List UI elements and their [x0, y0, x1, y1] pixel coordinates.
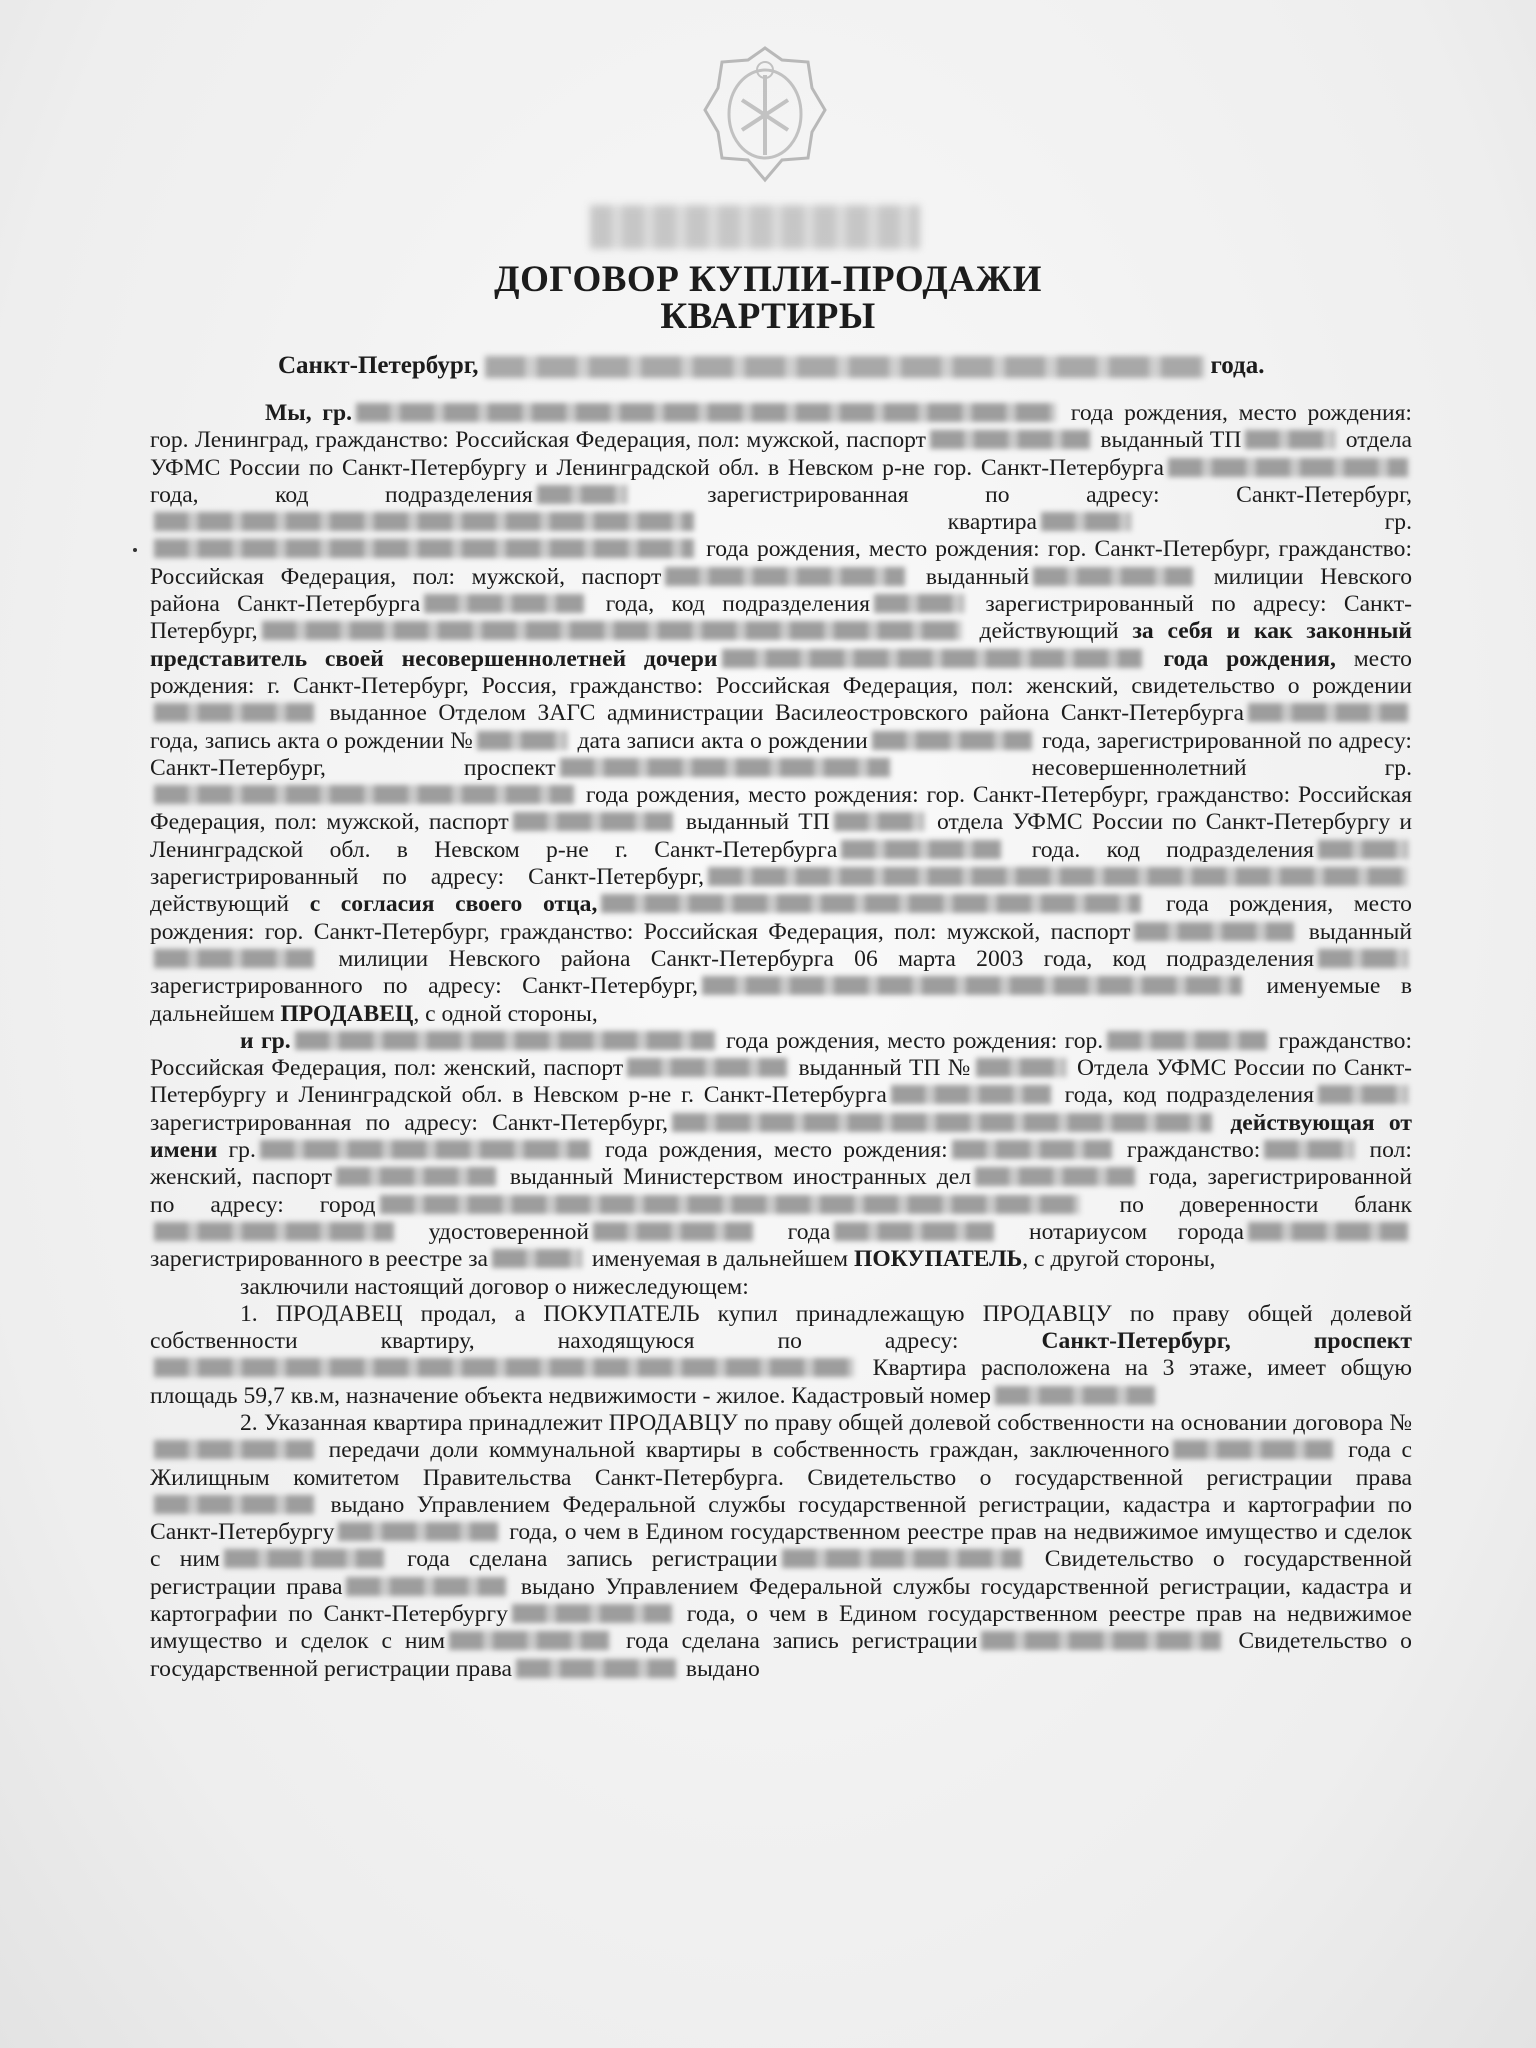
text: квартира — [947, 509, 1038, 536]
redacted-text — [154, 512, 694, 531]
redacted-text — [702, 976, 1242, 995]
text: 1. ПРОДАВЕЦ продал, а ПОКУПАТЕЛЬ купил принадлежащую ПРОДАВЦУ по праву общей долевой собственности квартиру, находящуюся по адресу: — [150, 1300, 1412, 1355]
text: несовершеннолетний гр. — [1031, 754, 1412, 781]
redacted-text — [1041, 512, 1131, 531]
redacted-text — [872, 731, 1032, 750]
text: удостоверенной — [428, 1218, 590, 1245]
text: года рождения, — [1163, 645, 1336, 672]
redacted-text — [841, 840, 1001, 859]
redacted-date — [485, 356, 1205, 378]
text: года — [787, 1218, 831, 1245]
text: 2. Указанная квартира принадлежит ПРОДАВЦУ по праву общей долевой собственности на основании договора № — [240, 1409, 1412, 1436]
text: дата записи акта о рождении — [577, 727, 868, 754]
text: действующая от имени — [150, 1109, 1412, 1164]
redacted-text — [336, 1167, 496, 1186]
redacted-text — [449, 1631, 609, 1650]
document-title: ДОГОВОР КУПЛИ-ПРОДАЖИ — [494, 259, 1042, 300]
text: выдано Управлением Федеральной службы государственной регистрации, кадастра и картографии по Санкт-Петербургу — [150, 1491, 1412, 1546]
redacted-text — [1248, 1222, 1408, 1241]
text: года. код подразделения — [1031, 836, 1314, 863]
text: выданный — [1308, 918, 1412, 945]
redacted-text — [1318, 949, 1408, 968]
text: ПОКУПАТЕЛЬ — [853, 1246, 1023, 1273]
text: года, о чем в Едином государственном реестре прав на недвижимое имущество и сделок с ним — [150, 1519, 1412, 1573]
text: зарегистрированный по адресу: Санкт-Петербург, — [150, 591, 1412, 645]
text: Свидетельство о государственной регистрации права — [150, 1628, 1412, 1682]
text: зарегистрированный по адресу: Санкт-Петербург, — [150, 864, 704, 891]
redacted-text — [1168, 458, 1408, 477]
text: года рождения, место рождения: гор. Ленинград, гражданство: Российская Федерация, пол: мужской, паспорт — [150, 400, 1412, 454]
text: года, код подразделения — [605, 591, 870, 618]
redacted-text — [424, 594, 584, 613]
redacted-text — [477, 731, 567, 750]
text: гражданство: Российская Федерация, пол: женский, паспорт — [150, 1027, 1413, 1082]
text: выдано Управлением Федеральной службы государственной регистрации, кадастра и картографии по Санкт-Петербургу — [150, 1573, 1412, 1628]
redacted-text — [380, 1195, 1080, 1214]
redacted-text — [891, 1085, 1051, 1104]
text: зарегистрированная по адресу: Санкт-Петербург, — [150, 1109, 669, 1136]
text: Мы, гр. — [265, 400, 353, 426]
redacted-text — [224, 1549, 384, 1568]
text: гражданство: — [1126, 1137, 1261, 1164]
redacted-text — [1173, 1440, 1333, 1459]
redacted-text — [1264, 1140, 1354, 1159]
text: гр. — [228, 1137, 256, 1164]
text: отдела УФМС России по Санкт-Петербургу и Ленинградской обл. в Невском р-не гор. Санкт-Петербурга — [150, 427, 1412, 481]
redacted-text — [154, 785, 574, 804]
text: ПРОДАВЕЦ — [280, 1000, 414, 1027]
redacted-text — [1134, 922, 1294, 941]
text: года, код подразделения — [150, 481, 533, 508]
redacted-text — [537, 485, 627, 504]
text: выданный — [925, 563, 1030, 590]
redacted-text — [516, 1659, 676, 1678]
text: выданный ТП № — [798, 1055, 972, 1082]
redacted-text — [295, 1031, 715, 1050]
redacted-text — [593, 1222, 753, 1241]
text: и гр. — [240, 1027, 291, 1054]
redacted-text — [976, 1058, 1066, 1077]
redacted-text — [262, 621, 962, 640]
contract-body — [150, 400, 1412, 1683]
text: года, код подразделения — [1064, 1082, 1314, 1109]
text: года рождения, место рождения: гор. Санкт-Петербург, гражданство: Российская Федерация, пол: мужской, паспорт — [150, 536, 1412, 590]
parties-paragraph — [150, 400, 1412, 1028]
buyer-paragraph — [150, 1028, 1412, 1274]
redacted-text — [601, 894, 1141, 913]
redacted-text — [346, 1577, 506, 1596]
redacted-text — [154, 703, 314, 722]
agreement-line: заключили настоящий договор о нижеследующем: — [240, 1273, 749, 1300]
redacted-text — [154, 1440, 314, 1459]
redacted-text — [672, 1113, 1212, 1132]
redacted-text — [560, 758, 890, 777]
text: именуемые в дальнейшем — [150, 973, 1413, 1027]
coat-of-arms-emblem — [690, 40, 840, 190]
text: года с Жилищным комитетом Правительства Санкт-Петербурга. Свидетельство о государственной регистрации права — [150, 1437, 1412, 1491]
redacted-text — [1318, 840, 1408, 859]
text: пол: женский, паспорт — [150, 1137, 1412, 1191]
text: года, о чем в Едином государственном реестре прав на недвижимое имущество и сделок с ним — [150, 1601, 1412, 1655]
text: за себя и как законный представитель своей несовершеннолетней дочери — [150, 618, 1412, 672]
redacted-text — [1107, 1031, 1267, 1050]
text: действующий — [150, 891, 290, 918]
text: года рождения, место рождения: гор. — [726, 1027, 1104, 1054]
text: выдано — [685, 1655, 760, 1682]
redacted-text — [338, 1522, 498, 1541]
text: года рождения, место рождения: гор. Санкт-Петербург, гражданство: Российская Федерация, пол: мужской, паспорт — [150, 782, 1412, 836]
redacted-text — [975, 1167, 1135, 1186]
redacted-text — [834, 812, 924, 831]
redacted-text — [1033, 567, 1193, 586]
text: года сделана запись регистрации — [626, 1628, 978, 1655]
redacted-text — [1245, 430, 1335, 449]
text: , с другой стороны, — [1022, 1246, 1216, 1273]
redacted-text — [1318, 1085, 1408, 1104]
clause-2 — [150, 1410, 1412, 1683]
redacted-text — [492, 1249, 582, 1268]
text: года, зарегистрированной по адресу: Санкт-Петербург, проспект — [150, 727, 1412, 781]
year-word: года. — [1210, 352, 1265, 379]
text: года рождения, место рождения: — [605, 1137, 948, 1164]
margin-mark — [133, 548, 137, 552]
text: зарегистрированного в реестре за — [150, 1246, 488, 1273]
text: Отдела УФМС России по Санкт-Петербургу и Ленинградской обл. в Невском р-не г. Санкт-Петербурга — [150, 1055, 1412, 1109]
redacted-text — [665, 567, 905, 586]
text: зарегистрированного по адресу: Санкт-Петербург, — [150, 973, 698, 1000]
redacted-text — [981, 1631, 1221, 1650]
redacted-text — [1248, 703, 1408, 722]
redacted-registration-number — [590, 205, 920, 249]
place-and-date — [278, 352, 1264, 380]
text: года, зарегистрированной по адресу: город — [150, 1164, 1412, 1218]
redacted-text — [874, 594, 964, 613]
text: отдела УФМС России по Санкт-Петербургу и Ленинградской обл. в Невском р-не г. Санкт-Петербурга — [150, 809, 1413, 863]
redacted-text — [930, 430, 1090, 449]
redacted-text — [782, 1549, 1022, 1568]
text: действующий — [979, 618, 1119, 645]
redacted-text — [154, 1222, 394, 1241]
redacted-text — [154, 539, 694, 558]
text: именуемая в дальнейшем — [591, 1246, 849, 1273]
text: передачи доли коммунальной квартиры в собственность граждан, заключенного — [328, 1437, 1170, 1464]
text: года сделана запись регистрации — [407, 1546, 778, 1573]
text: выданный Министерством иностранных дел — [509, 1164, 972, 1191]
text: милиции Невского района Санкт-Петербурга — [150, 563, 1413, 618]
redacted-text — [154, 1358, 854, 1377]
text: с согласия своего отца, — [309, 891, 598, 918]
text: года рождения, место рождения: гор. Санкт-Петербург, гражданство: Российская Федерация, пол: мужской, паспорт — [150, 891, 1412, 945]
redacted-text — [722, 649, 1142, 668]
text: нотариусом города — [1028, 1218, 1244, 1245]
redacted-text — [356, 403, 1056, 422]
redacted-text — [512, 1604, 672, 1623]
text: выданный ТП — [1100, 427, 1242, 454]
redacted-text — [627, 1058, 787, 1077]
text: Санкт-Петербург, проспект — [1041, 1328, 1412, 1355]
text: место рождения: г. Санкт-Петербург, Россия, гражданство: Российская Федерация, пол: женский, свидетельство о рождении — [150, 645, 1412, 699]
redacted-text — [154, 949, 314, 968]
text: зарегистрированная по адресу: Санкт-Петербург, — [707, 481, 1412, 508]
text: милиции Невского района Санкт-Петербурга 06 марта 2003 года, код подразделения — [338, 945, 1314, 972]
redacted-text — [952, 1140, 1112, 1159]
redacted-text — [513, 812, 673, 831]
text: по доверенности бланк — [1119, 1191, 1413, 1218]
redacted-text — [260, 1140, 590, 1159]
text: выданное Отделом ЗАГС администрации Василеостровского района Санкт-Петербурга — [329, 700, 1244, 727]
redacted-text — [154, 1495, 314, 1514]
text: Квартира расположена на 3 этаже, имеет общую площадь 59,7 кв.м, назначение объекта недвижимости - жилое. Кадастровый номер — [150, 1355, 1412, 1409]
text: , с одной стороны, — [413, 1000, 598, 1027]
text: гр. — [1384, 509, 1412, 536]
redacted-text — [708, 867, 1408, 886]
city-name: Санкт-Петербург, — [278, 352, 479, 379]
text: года, запись акта о рождении № — [150, 727, 474, 754]
text: выданный ТП — [685, 809, 830, 836]
clause-1 — [150, 1301, 1412, 1410]
text: Свидетельство о государственной регистрации права — [150, 1546, 1413, 1600]
document-subtitle: КВАРТИРЫ — [660, 296, 876, 337]
redacted-text — [834, 1222, 994, 1241]
redacted-text — [995, 1386, 1155, 1405]
